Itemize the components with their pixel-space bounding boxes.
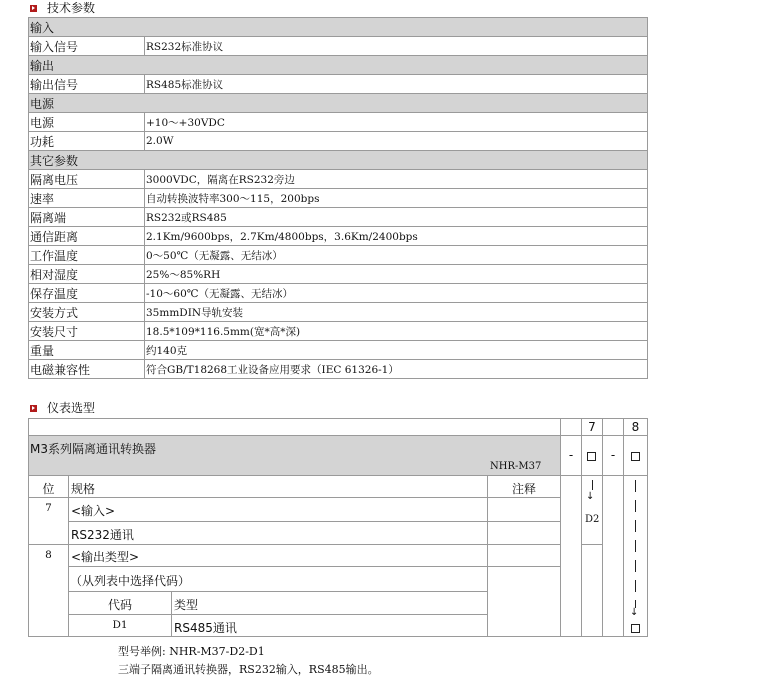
series-cell: [28, 435, 561, 476]
arrow-column-7: [581, 475, 603, 545]
note-cell: [487, 497, 561, 522]
group-label: 其它参数: [29, 151, 648, 170]
box-cell-7: [581, 435, 603, 476]
down-arrow-icon: ↓: [586, 491, 595, 502]
spec-value: 35mmDIN导轨安装: [145, 303, 648, 322]
spec-section-heading: [30, 1, 95, 15]
note-cell: [487, 566, 561, 637]
spec-value: RS232或RS485: [145, 208, 648, 227]
row-8-head: <输出类型>: [71, 550, 140, 564]
spec-value: 符合GB/T18268工业设备应用要求（IEC 61326-1）: [145, 360, 648, 379]
spec-label: 保存温度: [29, 284, 145, 303]
spec-row: [29, 75, 648, 94]
blank-cell: [602, 418, 624, 436]
spec-label: 重量: [29, 341, 145, 360]
dash-separator: -: [610, 448, 616, 462]
spec-row: [29, 132, 648, 151]
arrow-bullet-icon: [30, 5, 37, 12]
spec-label: 隔离端: [29, 208, 145, 227]
spec-label: 速率: [29, 189, 145, 208]
row-7-pos: 7: [45, 502, 52, 514]
spec-row: [29, 170, 648, 189]
col-pos-header: [28, 475, 69, 498]
col-type-label: 类型: [174, 598, 199, 612]
spec-section-title: 技术参数: [47, 1, 96, 15]
blank-column: [581, 544, 603, 637]
position-7-label: 7: [588, 420, 596, 434]
spec-row: [29, 227, 648, 246]
spec-value: 2.0W: [145, 132, 648, 151]
spec-row: [29, 208, 648, 227]
series-title: M3系列隔离通讯转换器: [30, 442, 156, 456]
spec-value: 0～50℃（无凝露、无结冰）: [145, 246, 648, 265]
spec-value: RS232标准协议: [145, 37, 648, 56]
spec-label: 电源: [29, 113, 145, 132]
note-cell: [487, 544, 561, 567]
spec-label: 相对湿度: [29, 265, 145, 284]
checkbox-result-icon: [631, 624, 640, 633]
row-7-item-cell: [68, 521, 488, 545]
blank-cell: [560, 418, 582, 436]
note-cell: [487, 521, 561, 545]
col-spec-header: [68, 475, 488, 498]
checkbox-7-icon: [587, 452, 596, 461]
col-note-label: 注释: [511, 482, 536, 496]
spec-value: 2.1Km/9600bps，2.7Km/4800bps，3.6Km/2400bps: [145, 227, 648, 246]
spec-label: 安装方式: [29, 303, 145, 322]
type-d1: RS485通讯: [174, 621, 237, 635]
spec-row: [29, 284, 648, 303]
row-7-head: <输入>: [71, 504, 116, 518]
dash-separator: -: [568, 448, 574, 462]
spec-row: [29, 246, 648, 265]
spec-row: [29, 37, 648, 56]
code-d2-label: D2: [585, 514, 600, 525]
group-row-output: [29, 56, 648, 75]
row-8-head-cell: [68, 544, 488, 567]
col-code-header: [68, 591, 172, 615]
dash-cell: [560, 435, 582, 476]
selection-section-heading: [30, 401, 95, 415]
spec-value: 25%～85%RH: [145, 265, 648, 284]
position-7-cell: [581, 418, 603, 436]
group-row-other: [29, 151, 648, 170]
model-example: 型号举例: NHR-M37-D2-D1: [118, 645, 265, 658]
group-label: 输入: [29, 18, 648, 37]
spec-row: [29, 322, 648, 341]
spec-label: 通信距离: [29, 227, 145, 246]
position-8-label: 8: [631, 420, 640, 434]
col-spec-label: 规格: [71, 482, 96, 496]
spec-value: 18.5*109*116.5mm(宽*高*深): [145, 322, 648, 341]
box-cell-8: [623, 435, 648, 476]
dash-line-icon: [635, 560, 636, 572]
dash-cell: [602, 435, 624, 476]
dash-line-icon: [592, 480, 593, 490]
spec-label: 输出信号: [29, 75, 145, 94]
model-description: 三端子隔离通讯转换器，RS232输入，RS485输出。: [118, 663, 379, 676]
selection-section-title: 仪表选型: [47, 401, 96, 415]
code-d1: D1: [112, 619, 128, 631]
spec-label: 输入信号: [29, 37, 145, 56]
spec-row: [29, 189, 648, 208]
dash-line-icon: [635, 580, 636, 592]
row-8-hint: （从列表中选择代码）: [70, 574, 191, 588]
spec-value: RS485标准协议: [145, 75, 648, 94]
row-7-head-cell: [68, 497, 488, 522]
model-selection-table: [28, 418, 648, 637]
spec-label: 功耗: [29, 132, 145, 151]
spec-value: 3000VDC，隔离在RS232旁边: [145, 170, 648, 189]
spec-row: [29, 265, 648, 284]
row-7-item: RS232通讯: [71, 528, 134, 542]
header-blank-cell: [28, 418, 561, 436]
group-label: 输出: [29, 56, 648, 75]
spec-value: 自动转换波特率300～115，200bps: [145, 189, 648, 208]
dash-line-icon: [635, 520, 636, 532]
spec-row: [29, 303, 648, 322]
type-d1-cell: [171, 614, 488, 637]
spec-row: [29, 113, 648, 132]
spec-label: 电磁兼容性: [29, 360, 145, 379]
dash-line-icon: [635, 540, 636, 552]
dash-line-icon: [635, 480, 636, 492]
spec-value: +10～+30VDC: [145, 113, 648, 132]
spec-row: [29, 360, 648, 379]
group-row-input: [29, 18, 648, 37]
spec-label: 安装尺寸: [29, 322, 145, 341]
arrow-column-8: [623, 475, 648, 637]
spec-value: 约140克: [145, 341, 648, 360]
checkbox-8-icon: [631, 452, 640, 461]
group-label: 电源: [29, 94, 648, 113]
spec-value: -10～60℃（无凝露、无结冰）: [145, 284, 648, 303]
spec-table: [28, 17, 648, 379]
row-8-pos-cell: [28, 544, 69, 637]
down-arrow-icon: ↓: [630, 607, 639, 618]
position-8-cell: [623, 418, 648, 436]
col-note-header: [487, 475, 561, 498]
code-d1-cell: [68, 614, 172, 637]
model-code: NHR-M37: [490, 461, 542, 472]
dash-line-icon: [635, 500, 636, 512]
arrow-bullet-icon: [30, 405, 37, 412]
group-row-power: [29, 94, 648, 113]
row-7-pos-cell: [28, 497, 69, 545]
col-type-header: [171, 591, 488, 615]
row-8-pos: 8: [45, 549, 52, 561]
blank-column: [560, 475, 582, 637]
col-code-label: 代码: [107, 598, 132, 612]
spec-row: [29, 341, 648, 360]
col-pos-label: 位: [42, 482, 55, 496]
spec-label: 工作温度: [29, 246, 145, 265]
blank-column: [602, 475, 624, 637]
spec-label: 隔离电压: [29, 170, 145, 189]
